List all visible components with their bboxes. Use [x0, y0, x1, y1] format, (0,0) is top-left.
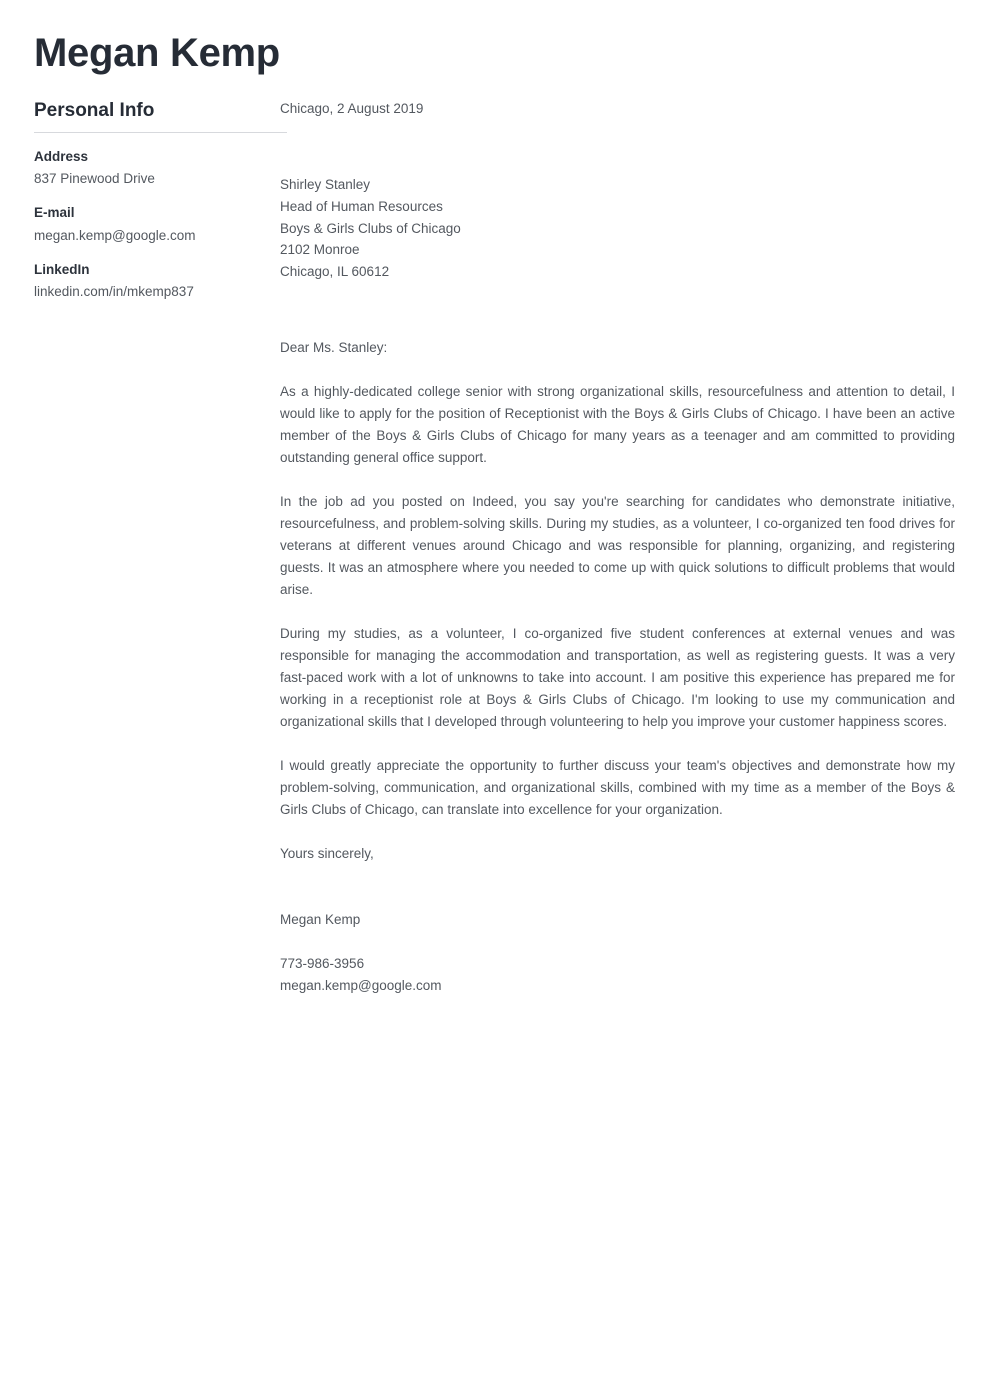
- recipient-city-state-zip: Chicago, IL 60612: [280, 264, 390, 280]
- letter-date: Chicago, 2 August 2019: [280, 101, 424, 116]
- letter-header: [0, 0, 990, 76]
- info-value-email[interactable]: megan.kemp@google.com: [34, 227, 196, 243]
- sidebar-divider: [34, 132, 287, 133]
- recipient-address-block: [280, 174, 955, 283]
- body-paragraph-4: I would greatly appreciate the opportunity to further discuss your team's objectives and demonstrate how my problem-solving, communication, and organizational skills, combined with my time as a member of the Boys & Girls Clubs of Chicago, can translate into excellence for your organization.: [280, 758, 955, 818]
- info-block-linkedin: [34, 260, 273, 303]
- info-value-address: 837 Pinewood Drive: [34, 171, 155, 187]
- signoff: Yours sincerely,: [280, 846, 374, 862]
- recipient-company: Boys & Girls Clubs of Chicago: [280, 220, 461, 236]
- recipient-name: Shirley Stanley: [280, 176, 371, 192]
- info-label-linkedin: LinkedIn: [34, 261, 90, 277]
- body-paragraph-3: During my studies, as a volunteer, I co-organized five student conferences at external venues and was responsible for managing the accommodation and transportation, as well as registering guests. It was a very fast-paced work with a lot of unknowns to take into account. I am positive this experience has prepared me for working in a receptionist role at Boys & Girls Clubs of Chicago. I'm looking to use my communication and organizational skills that I developed through volunteering to help you improve your customer happiness scores.: [280, 626, 955, 730]
- info-label-address: Address: [34, 148, 89, 164]
- recipient-street: 2102 Monroe: [280, 242, 360, 258]
- letter-body: [273, 76, 990, 996]
- recipient-title: Head of Human Resources: [280, 198, 443, 214]
- salutation: Dear Ms. Stanley:: [280, 340, 388, 356]
- letter-columns: [0, 76, 990, 1400]
- info-block-email: [34, 203, 273, 246]
- signature-email[interactable]: megan.kemp@google.com: [280, 977, 442, 993]
- signature-name: Megan Kemp: [280, 911, 361, 927]
- info-value-linkedin[interactable]: linkedin.com/in/mkemp837: [34, 284, 194, 300]
- sidebar-section-title: Personal Info: [34, 100, 155, 121]
- body-paragraph-1: As a highly-dedicated college senior with strong organizational skills, resourcefulness and attention to detail, I would like to apply for the position of Receptionist with the Boys & Girls Clubs of Chicago. I have been an active member of the Boys & Girls Clubs of Chicago for many years as a teenager and am committed to providing outstanding general office support.: [280, 384, 955, 466]
- info-block-address: [34, 147, 273, 190]
- info-label-email: E-mail: [34, 205, 75, 221]
- body-paragraph-2: In the job ad you posted on Indeed, you say you're searching for candidates who demonstrate initiative, resourcefulness, and problem-solving skills. During my studies, as a volunteer, I co-organized ten food drives for veterans at different venues around Chicago and was responsible for planning, organizing, and registering guests. It was an atmosphere where you needed to come up with quick solutions to difficult problems that would arise.: [280, 494, 955, 598]
- candidate-name: Megan Kemp: [34, 31, 280, 75]
- personal-info-sidebar: [0, 76, 273, 316]
- signature-phone: 773-986-3956: [280, 955, 365, 971]
